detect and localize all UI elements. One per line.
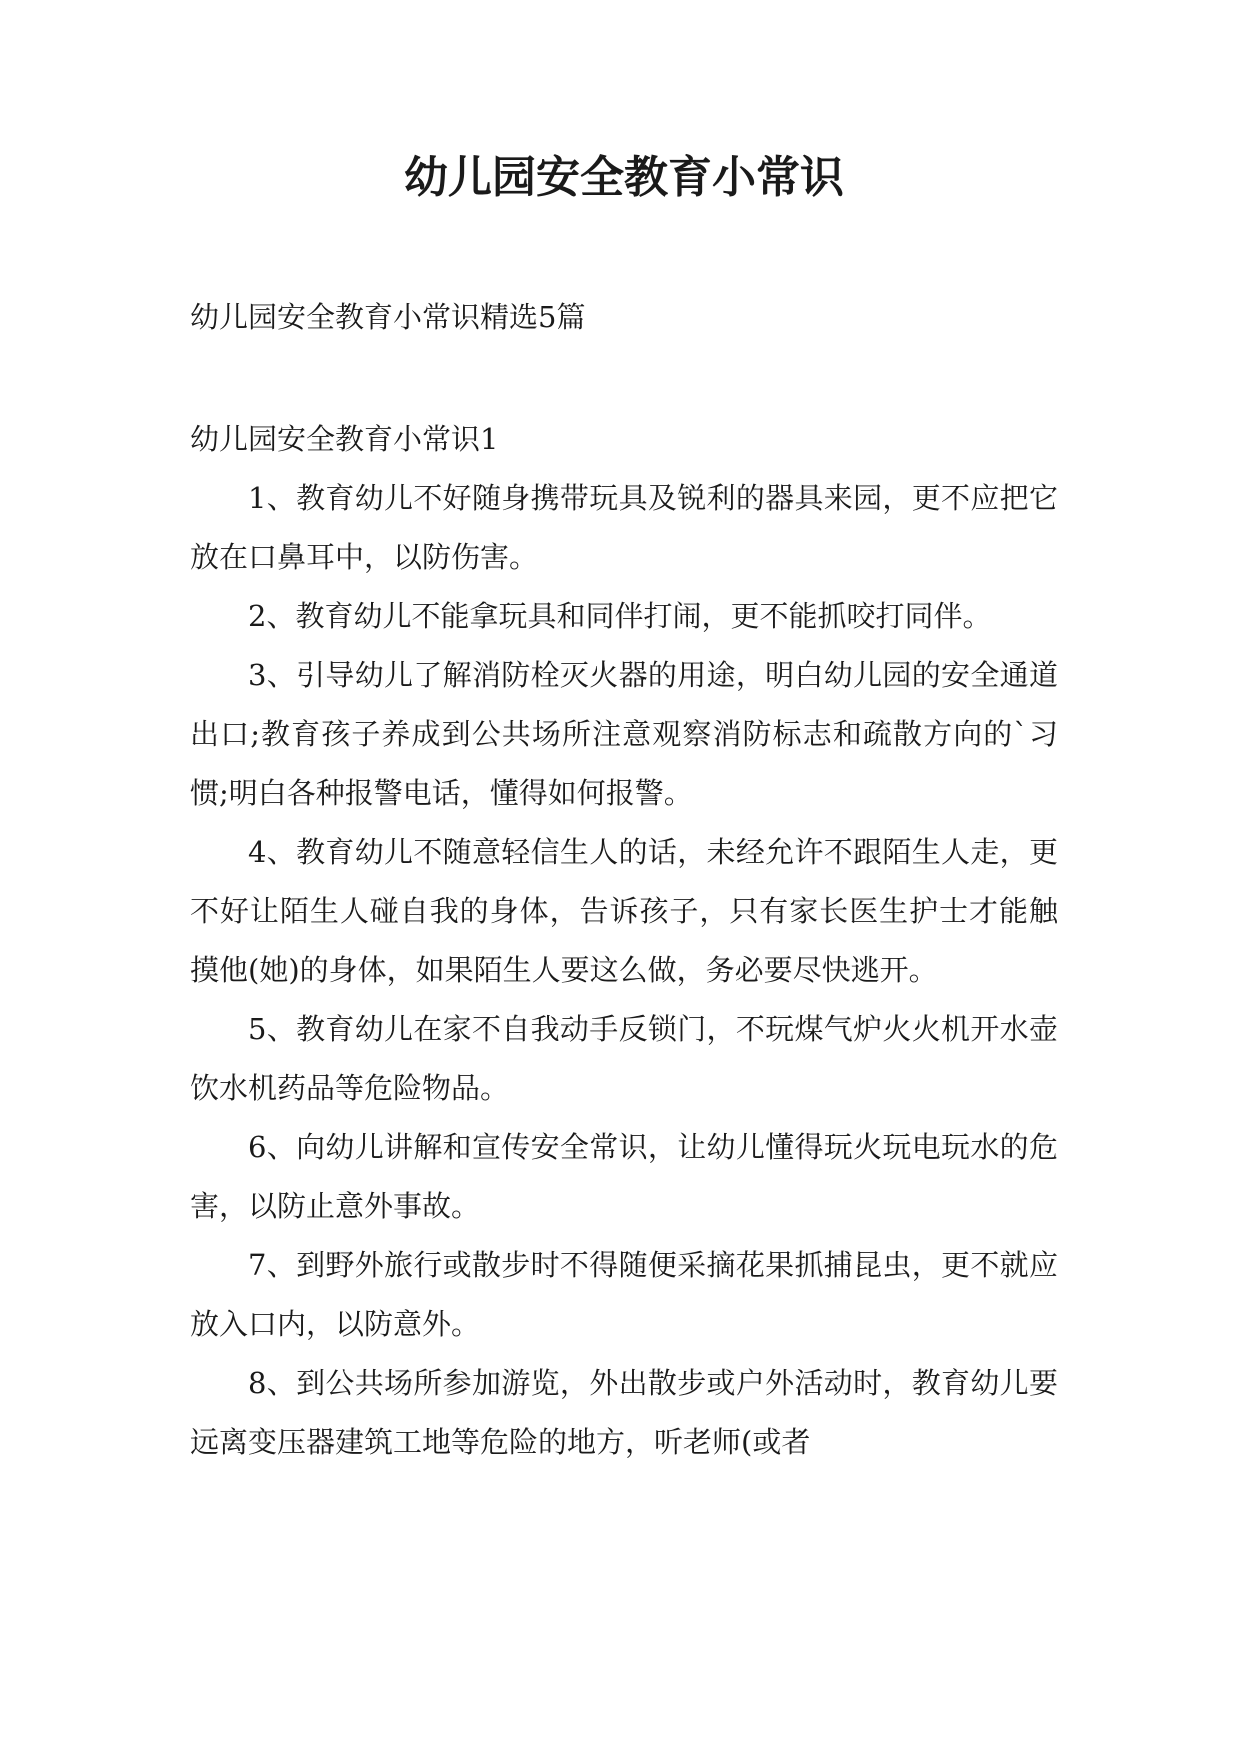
document-title: 幼儿园安全教育小常识 (404, 152, 844, 203)
paragraph-2: 2、教育幼儿不能拿玩具和同伴打闹，更不能抓咬打同伴。 (248, 599, 992, 633)
document-body (190, 410, 1058, 1472)
paragraph-7: 7、到野外旅行或散步时不得随便采摘花果抓捕昆虫，更不就应放入口内，以防意外。 (190, 1248, 1058, 1341)
paragraph-1: 1、教育幼儿不好随身携带玩具及锐利的器具来园，更不应把它放在口鼻耳中，以防伤害。 (190, 481, 1058, 574)
paragraph-8: 8、到公共场所参加游览，外出散步或户外活动时，教育幼儿要远离变压器建筑工地等危险的地方，听老师(或者 (190, 1366, 1058, 1459)
paragraph-4: 4、教育幼儿不随意轻信生人的话，未经允许不跟陌生人走，更不好让陌生人碰自我的身体，告诉孩子，只有家长医生护士才能触摸他(她)的身体，如果陌生人要这么做，务必要尽快逃开。 (190, 835, 1058, 987)
paragraph-6: 6、向幼儿讲解和宣传安全常识，让幼儿懂得玩火玩电玩水的危害，以防止意外事故。 (190, 1130, 1058, 1223)
section-heading: 幼儿园安全教育小常识1 (190, 422, 499, 456)
paragraph-3: 3、引导幼儿了解消防栓灭火器的用途，明白幼儿园的安全通道出口;教育孩子养成到公共场所注意观察消防标志和疏散方向的`习惯;明白各种报警电话，懂得如何报警。 (190, 658, 1058, 810)
document-subtitle: 幼儿园安全教育小常识精选5篇 (190, 300, 586, 334)
paragraph-5: 5、教育幼儿在家不自我动手反锁门，不玩煤气炉火火机开水壶饮水机药品等危险物品。 (190, 1012, 1058, 1105)
